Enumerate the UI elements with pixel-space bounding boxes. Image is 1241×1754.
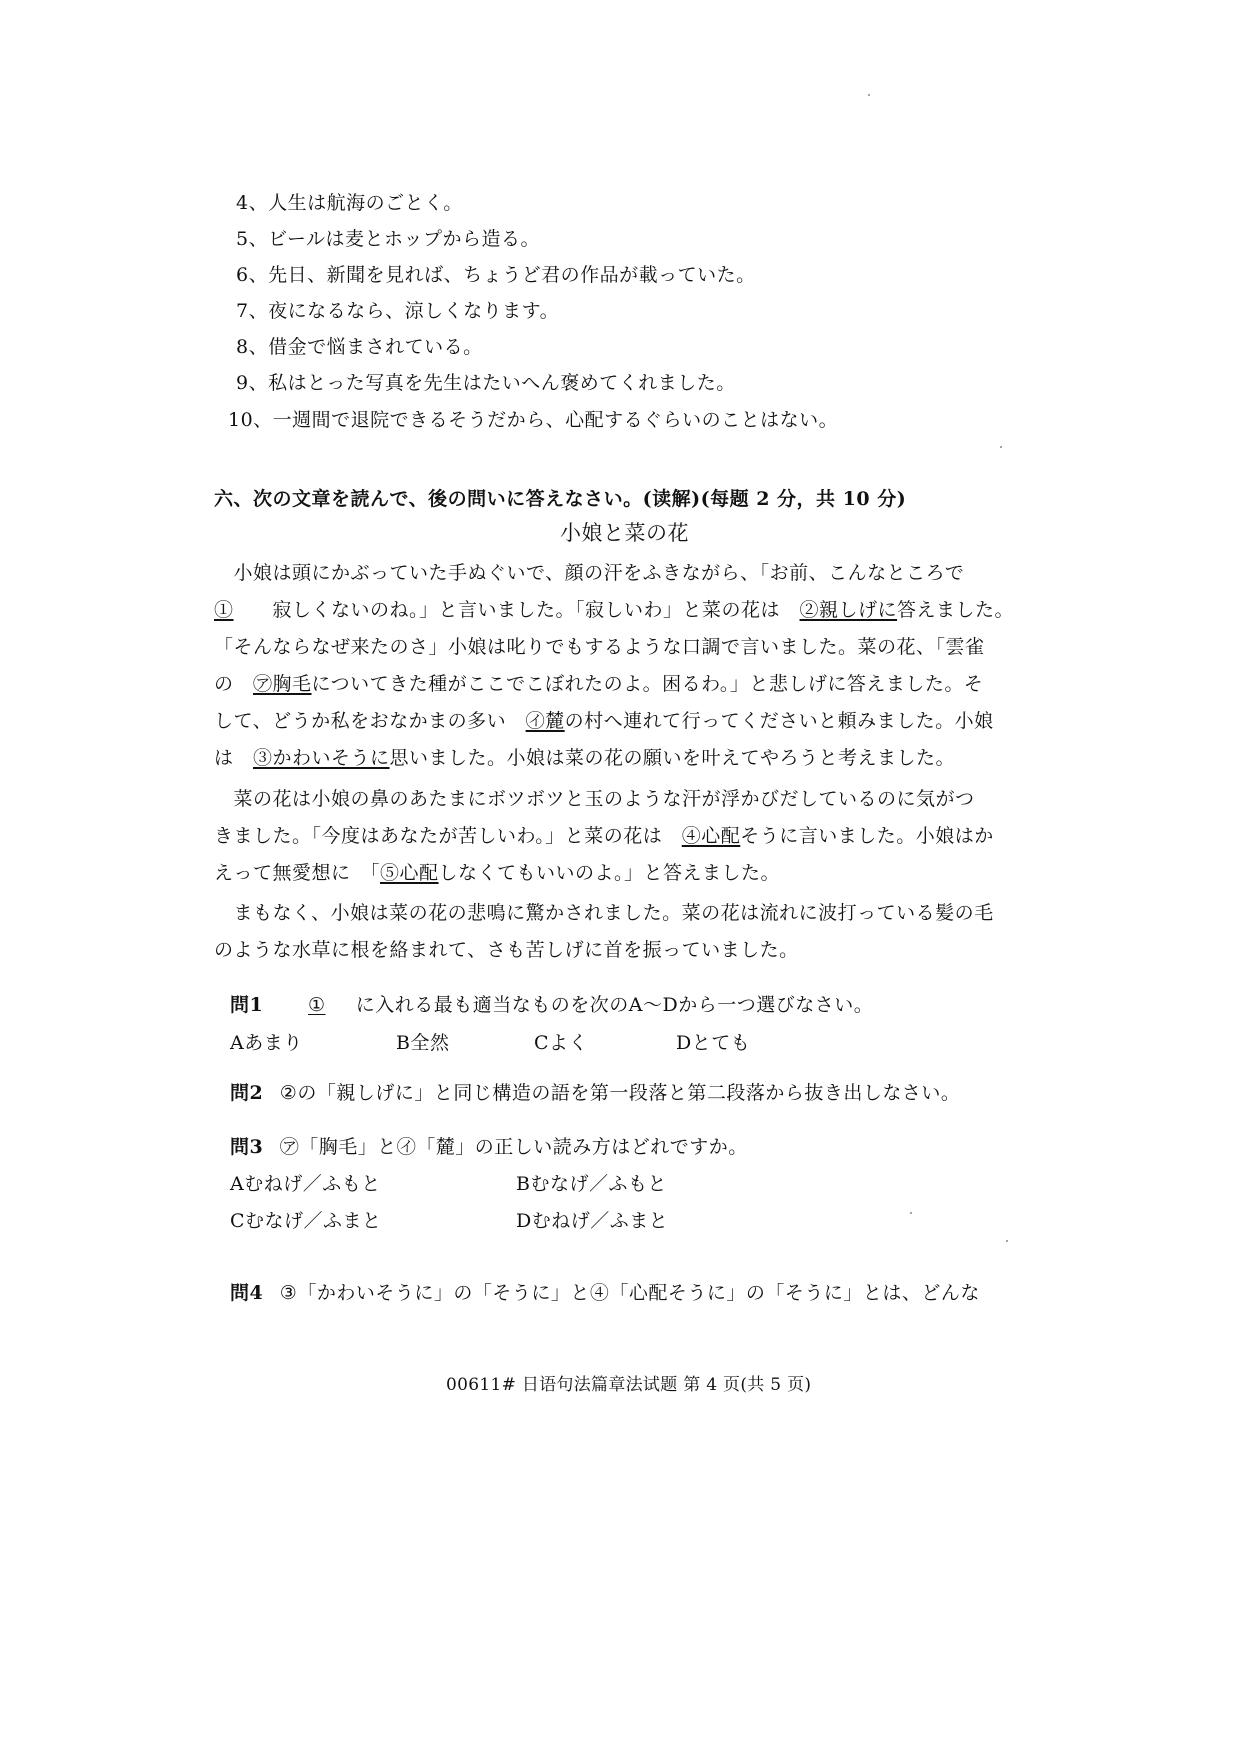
- question-4: [230, 1280, 980, 1306]
- option-c: Cむなげ／ふまと: [230, 1210, 382, 1232]
- passage-text: きました。「今度はあなたが苦しいわ。」と菜の花は: [214, 825, 682, 847]
- passage-line: [214, 597, 1014, 623]
- scan-speck: [868, 94, 870, 96]
- passage-text: そうに言いました。小娘はか: [740, 825, 994, 847]
- passage-line: 小娘は頭にかぶっていた手ぬぐいで、顔の汗をふきながら、「お前、こんなところで: [214, 562, 965, 584]
- section-heading: 六、次の文章を読んで、後の問いに答えなさい。(读解)(每题 2 分，共 10 分): [214, 488, 907, 510]
- sentence-item: 10、一週間で退院できるそうだから、心配するぐらいのことはない。: [228, 409, 839, 431]
- passage-text: えって無愛想に 「: [214, 862, 381, 884]
- sentence-item: 4、人生は航海のごとく。: [236, 192, 463, 214]
- question-2: [230, 1080, 960, 1106]
- page-footer: 00611# 日语句法篇章法试题 第 4 页(共 5 页): [446, 1375, 812, 1395]
- question-1: [230, 992, 873, 1018]
- underlined-term: ③かわいそうに: [253, 747, 390, 769]
- question-label: 問1: [230, 994, 264, 1016]
- passage-line: [214, 671, 983, 697]
- sentence-item: 9、私はとった写真を先生はたいへん褒めてくれました。: [236, 372, 736, 394]
- option-a: Aあまり: [230, 1032, 303, 1054]
- passage-line: [214, 708, 994, 734]
- sentence-item: 8、借金で悩まされている。: [236, 336, 483, 358]
- question-label: 問4: [230, 1282, 264, 1304]
- underlined-term: ㋐胸毛: [253, 673, 312, 695]
- underlined-term: ④心配: [681, 825, 741, 847]
- scan-speck: [1000, 446, 1002, 448]
- question-label: 問2: [230, 1082, 264, 1104]
- sentence-item: 6、先日、新聞を見れば、ちょうど君の作品が載っていた。: [236, 264, 756, 286]
- blank-marker: ①: [214, 599, 234, 621]
- passage-line: [214, 745, 955, 771]
- story-title: 小娘と菜の花: [560, 521, 689, 545]
- passage-text: 寂しくないのね。」と言いました。「寂しいわ」と菜の花は: [233, 599, 800, 621]
- passage-text: は: [214, 747, 254, 769]
- sentence-item: 5、ビールは麦とホップから造る。: [236, 228, 540, 250]
- option-b: Bむなげ／ふもと: [516, 1173, 667, 1195]
- underlined-term: ⑤心配: [380, 862, 439, 884]
- question-text: ②の「親しげに」と同じ構造の語を第一段落と第二段落から抜き出しなさい。: [279, 1082, 961, 1104]
- passage-text: 思いました。小娘は菜の花の願いを叶えてやろうと考えました。: [389, 747, 956, 769]
- question-text: ㋐「胸毛」と㋑「麓」の正しい読み方はどれですか。: [279, 1136, 748, 1158]
- passage-line: まもなく、小娘は菜の花の悲鳴に驚かされました。菜の花は流れに波打っている髪の毛: [214, 902, 994, 924]
- passage-line: [214, 823, 994, 849]
- passage-text: の: [214, 673, 254, 695]
- question-3: [230, 1134, 748, 1160]
- passage-line: 「そんならなぜ来たのさ」小娘は叱りでもするような口調で言いました。菜の花、「雲雀: [214, 636, 985, 658]
- option-c: Cよく: [534, 1032, 589, 1054]
- underlined-term: ②親しげに: [799, 599, 898, 621]
- scan-speck: [1006, 1240, 1008, 1242]
- passage-text: して、どうか私をおなかまの多い: [214, 710, 526, 732]
- passage-text: の村へ連れて行ってくださいと頼みました。小娘: [564, 710, 994, 732]
- question-label: 問3: [230, 1136, 264, 1158]
- underlined-term: ㋑麓: [525, 710, 565, 732]
- scan-speck: [910, 1212, 912, 1214]
- passage-text: についてきた種がここでこぼれたのよ。困るわ。」と悲しげに答えました。そ: [311, 673, 984, 695]
- option-b: B全然: [396, 1032, 450, 1054]
- passage-text: 答えました。: [897, 599, 1015, 621]
- passage-line: 菜の花は小娘の鼻のあたまにボツボツと玉のような汗が浮かびだしているのに気がつ: [214, 788, 975, 810]
- question-text: ③「かわいそうに」の「そうに」と④「心配そうに」の「そうに」とは、どんな: [279, 1282, 980, 1304]
- passage-text: しなくてもいいのよ。」と答えました。: [438, 862, 781, 884]
- passage-line: のような水草に根を絡まれて、さも苦しげに首を振っていました。: [214, 939, 799, 961]
- blank-marker: ①: [308, 994, 326, 1016]
- sentence-item: 7、夜になるなら、涼しくなります。: [236, 300, 560, 322]
- question-text: に入れる最も適当なものを次のA〜Dから一つ選びなさい。: [355, 994, 874, 1016]
- passage-line: [214, 860, 780, 886]
- option-d: Dとても: [676, 1032, 751, 1054]
- option-a: Aむねげ／ふもと: [230, 1173, 381, 1195]
- option-d: Dむねげ／ふまと: [516, 1210, 669, 1232]
